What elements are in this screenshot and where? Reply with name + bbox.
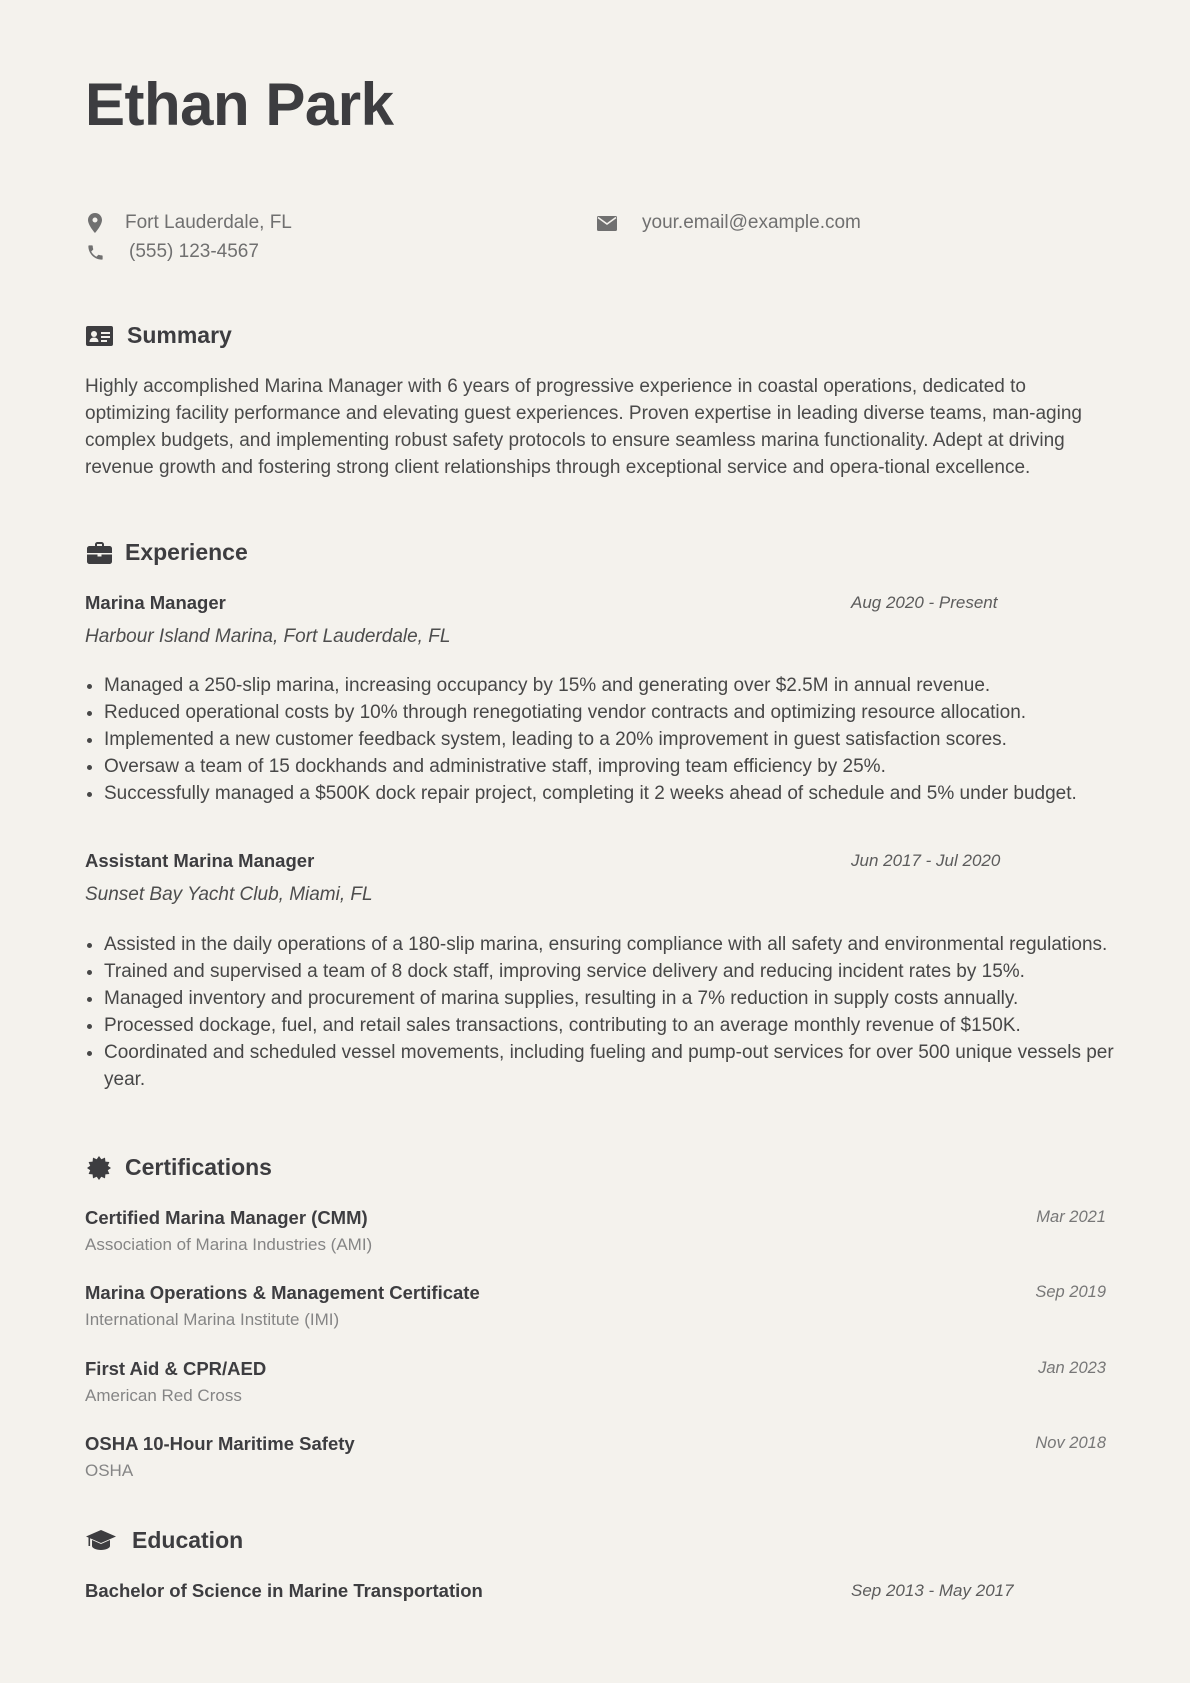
- job-dates: Aug 2020 - Present: [851, 593, 998, 612]
- cert-name: OSHA 10-Hour Maritime Safety: [85, 1433, 355, 1454]
- contact-location: [85, 212, 292, 234]
- cert-issuer: American Red Cross: [85, 1386, 242, 1405]
- list-item: • Assisted in the daily operations of a 180-slip marina, ensuring compliance with all safety and environmental regulations.: [104, 931, 1134, 958]
- email-text[interactable]: your.email@example.com: [642, 212, 861, 233]
- experience-title: Experience: [125, 539, 248, 565]
- job-bullets: [85, 931, 1134, 1093]
- cert-issuer: Association of Marina Industries (AMI): [85, 1235, 373, 1254]
- summary-text: Highly accomplished Marina Manager with 6 years of progressive experience in coastal operations, dedicated to optimizing facility performance and elevating guest experiences. Proven expertise in leading diverse teams, man-aging complex budgets, and implementing robust safety protocols to ensure seamless marina functionality. Adept at driving revenue growth and fostering strong client relationships through exceptional service and opera-tional excellence.: [85, 376, 1082, 478]
- summary-title: Summary: [127, 322, 232, 348]
- certificate-icon: [85, 1155, 113, 1181]
- list-item: • Processed dockage, fuel, and retail sales transactions, contributing to an average monthly revenue of $150K.: [104, 1012, 1134, 1039]
- cert-date: Mar 2021: [1036, 1208, 1106, 1226]
- job-company: Harbour Island Marina, Fort Lauderdale, FL: [85, 626, 451, 647]
- job-title: Assistant Marina Manager: [85, 850, 315, 871]
- briefcase-icon: [85, 540, 113, 566]
- list-item: • Coordinated and scheduled vessel movements, including fueling and pump-out services for over 500 unique vessels per year.: [104, 1039, 1134, 1093]
- list-item: • Oversaw a team of 15 dockhands and administrative staff, improving team efficiency by 25%.: [104, 753, 1134, 780]
- cert-date: Sep 2019: [1035, 1283, 1106, 1301]
- education-heading: [85, 1527, 243, 1554]
- candidate-name: Ethan Park: [85, 71, 394, 138]
- job-company: Sunset Bay Yacht Club, Miami, FL: [85, 884, 373, 905]
- cert-name: First Aid & CPR/AED: [85, 1358, 267, 1379]
- cert-date: Jan 2023: [1038, 1359, 1106, 1377]
- list-item: • Managed a 250-slip marina, increasing occupancy by 15% and generating over $2.5M in annual revenue.: [104, 672, 1134, 699]
- list-item: • Reduced operational costs by 10% through renegotiating vendor contracts and optimizing resource allocation.: [104, 699, 1134, 726]
- list-item: • Implemented a new customer feedback system, leading to a 20% improvement in guest satisfaction scores.: [104, 726, 1134, 753]
- phone-text[interactable]: (555) 123-4567: [129, 241, 259, 262]
- certifications-heading: [85, 1154, 272, 1181]
- id-card-icon: [85, 323, 113, 349]
- list-item: • Trained and supervised a team of 8 dock staff, improving service delivery and reducing incident rates by 15%.: [104, 958, 1134, 985]
- cert-issuer: International Marina Institute (IMI): [85, 1310, 340, 1329]
- education-title: Education: [132, 1527, 244, 1553]
- education-degree: Bachelor of Science in Marine Transportation: [85, 1580, 483, 1601]
- list-item: • Successfully managed a $500K dock repair project, completing it 2 weeks ahead of schedule and 5% under budget.: [104, 780, 1134, 807]
- summary-heading: [85, 322, 232, 349]
- cert-name: Certified Marina Manager (CMM): [85, 1207, 368, 1228]
- graduation-cap-icon: [85, 1528, 116, 1554]
- map-pin-icon: [85, 212, 105, 234]
- contact-email[interactable]: [596, 212, 861, 234]
- cert-date: Nov 2018: [1035, 1434, 1106, 1452]
- job-bullets: [85, 672, 1134, 807]
- cert-issuer: OSHA: [85, 1461, 134, 1480]
- job-dates: Jun 2017 - Jul 2020: [851, 851, 1001, 870]
- contact-phone[interactable]: [85, 241, 259, 263]
- education-dates: Sep 2013 - May 2017: [851, 1581, 1014, 1600]
- certifications-title: Certifications: [125, 1154, 272, 1180]
- envelope-icon: [596, 212, 618, 234]
- cert-name: Marina Operations & Management Certificate: [85, 1282, 480, 1303]
- experience-heading: [85, 539, 248, 566]
- job-title: Marina Manager: [85, 592, 226, 613]
- phone-icon: [85, 241, 105, 263]
- location-text: Fort Lauderdale, FL: [125, 212, 292, 233]
- list-item: • Managed inventory and procurement of marina supplies, resulting in a 7% reduction in supply costs annually.: [104, 985, 1134, 1012]
